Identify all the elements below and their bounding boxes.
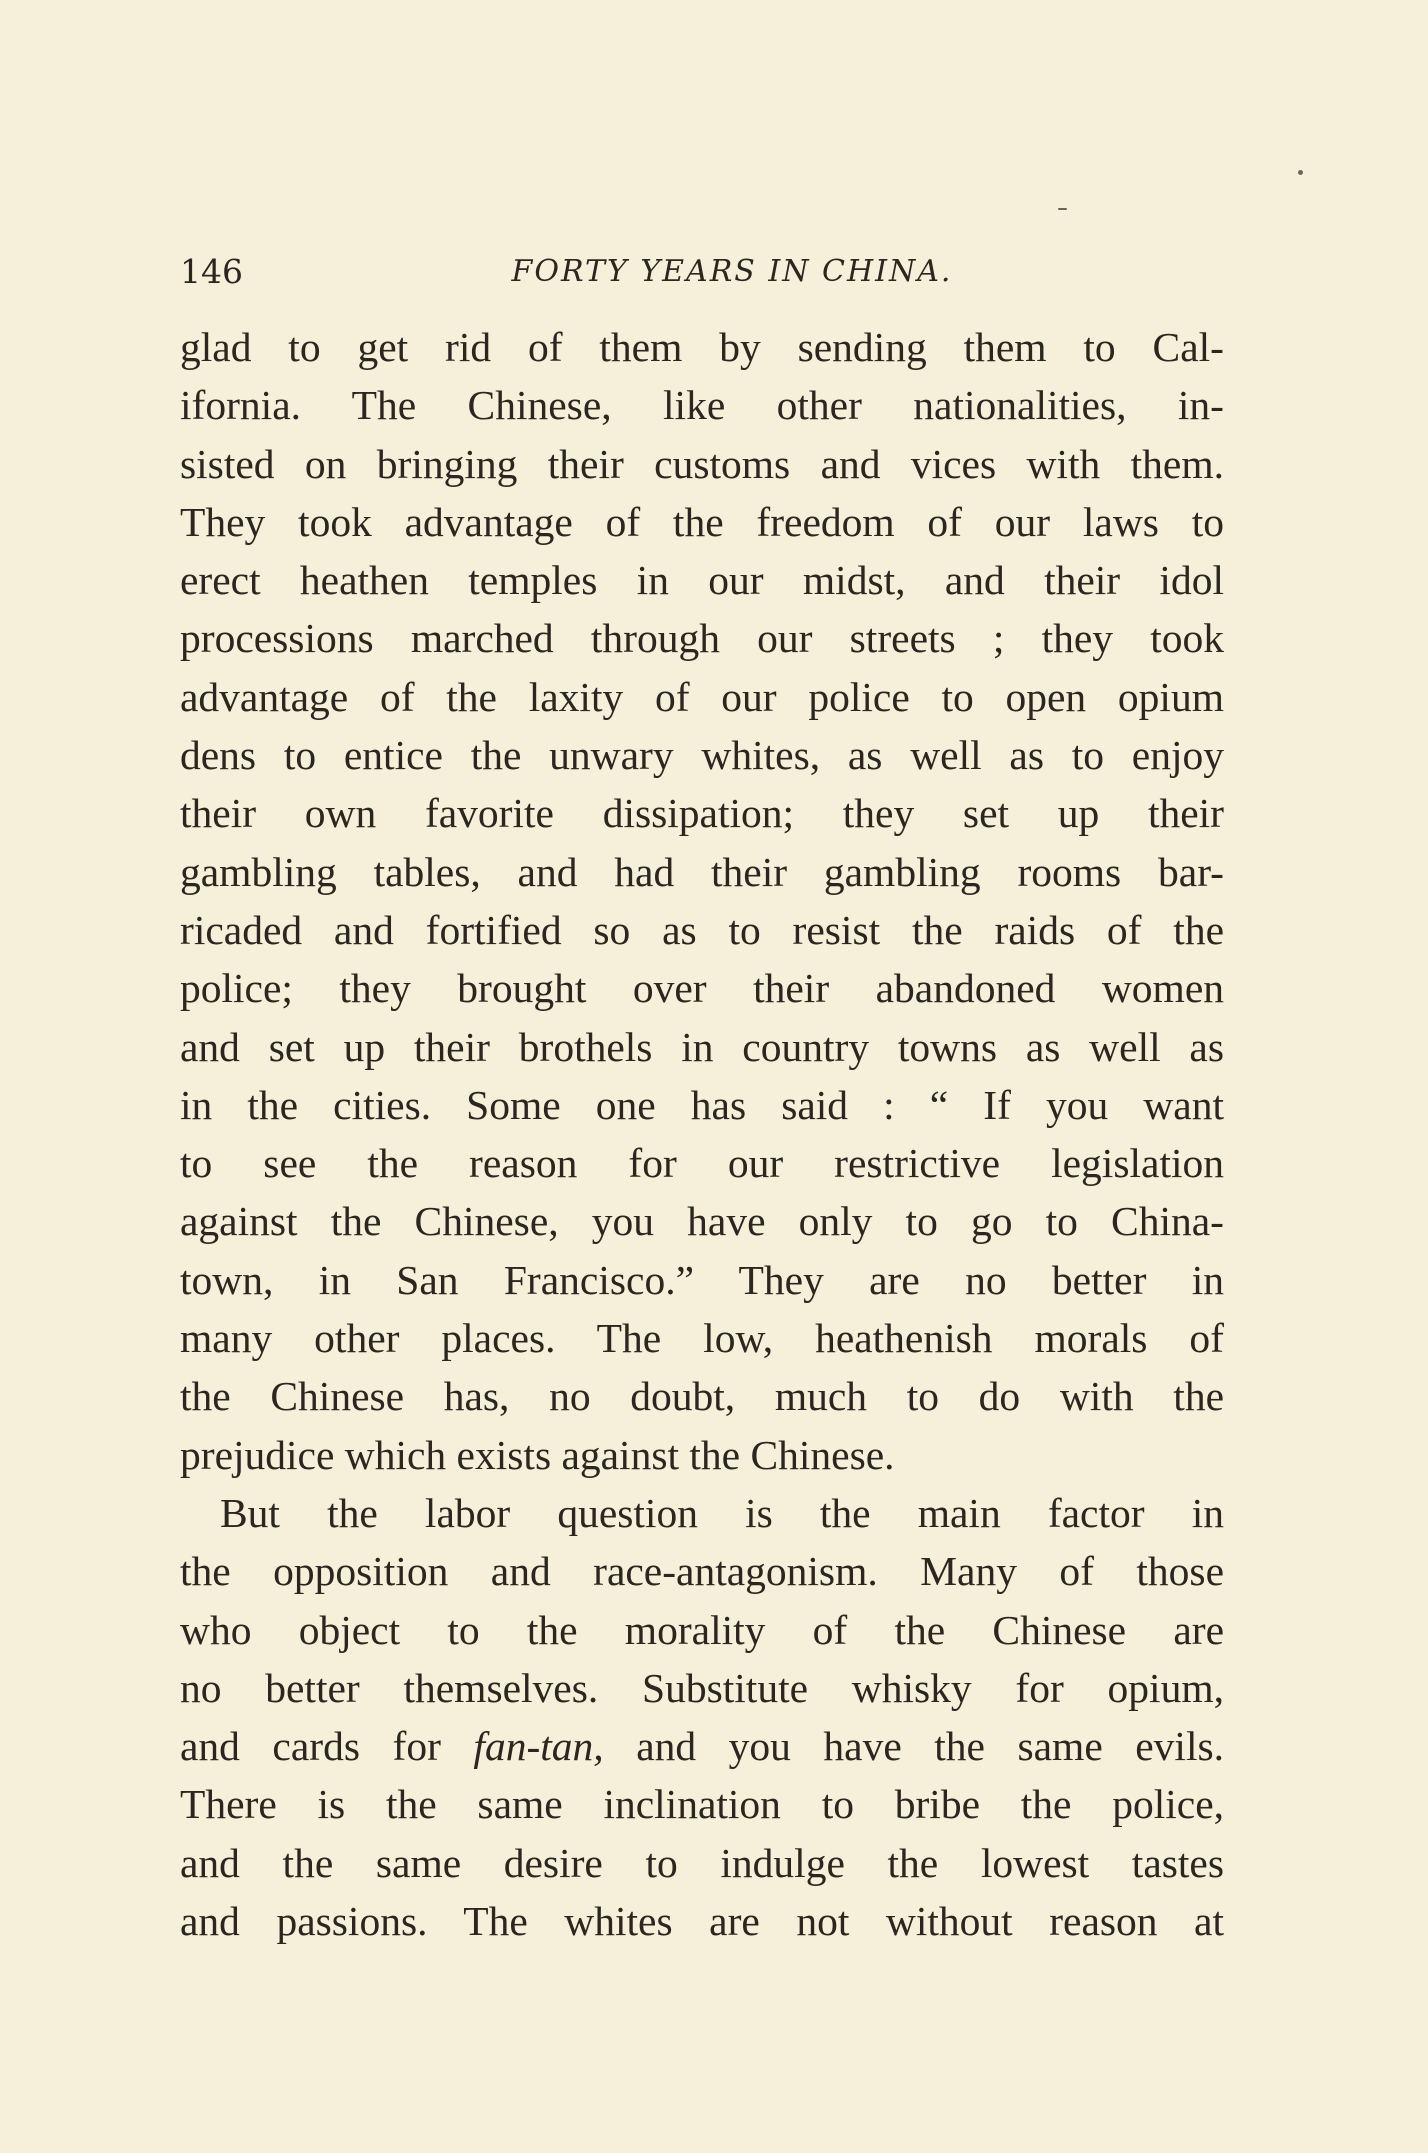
text-fragment: and cards for: [180, 1723, 474, 1770]
text-line: against the Chinese, you have only to go to China-: [180, 1198, 1224, 1245]
italic-term: fan-tan,: [473, 1723, 604, 1770]
text-line: advantage of the laxity of our police to open opium: [180, 673, 1224, 720]
text-line: town, in San Francisco.” They are no better in: [180, 1256, 1224, 1303]
body-text: [180, 318, 1224, 1950]
text-line: sisted on bringing their customs and vices with them.: [180, 440, 1224, 487]
text-line-with-italic: [180, 1717, 1224, 1775]
text-line: ifornia. The Chinese, like other nationalities, in-: [180, 382, 1224, 429]
page-number: 146: [180, 252, 243, 291]
text-line: glad to get rid of them by sending them to Cal-: [180, 324, 1224, 370]
paragraph-start-line: But the labor question is the main factor in: [220, 1489, 1224, 1536]
text-line: the opposition and race-antagonism. Many of those: [180, 1548, 1224, 1595]
text-line: no better themselves. Substitute whisky for opium,: [180, 1664, 1224, 1711]
text-line: dens to entice the unwary whites, as well as to enjoy: [180, 732, 1224, 779]
text-line: ricaded and fortified so as to resist the raids of the: [180, 906, 1224, 953]
text-line: who object to the morality of the Chinese are: [180, 1606, 1224, 1653]
paragraph-end-line: prejudice which exists against the Chinese.: [180, 1431, 895, 1478]
text-line: erect heathen temples in our midst, and their idol: [180, 557, 1224, 604]
running-head: [180, 244, 1224, 300]
print-speck: [1058, 208, 1067, 210]
text-line: gambling tables, and had their gambling rooms bar-: [180, 848, 1224, 895]
running-title: FORTY YEARS IN CHINA.: [511, 254, 953, 289]
text-line: processions marched through our streets ; they took: [180, 615, 1224, 662]
text-line: many other places. The low, heathenish morals of: [180, 1315, 1224, 1362]
text-line: in the cities. Some one has said : “ If you want: [180, 1081, 1224, 1128]
print-speck: [1298, 170, 1303, 175]
text-line: and the same desire to indulge the lowest tastes: [180, 1839, 1224, 1886]
text-line: and set up their brothels in country towns as well as: [180, 1023, 1224, 1070]
text-line: the Chinese has, no doubt, much to do with the: [180, 1373, 1224, 1420]
text-line: police; they brought over their abandoned women: [180, 965, 1224, 1012]
text-line: There is the same inclination to bribe the police,: [180, 1781, 1224, 1828]
text-line: and passions. The whites are not without reason at: [180, 1898, 1224, 1945]
text-line: They took advantage of the freedom of our laws to: [180, 498, 1224, 545]
text-line: to see the reason for our restrictive legislation: [180, 1140, 1224, 1187]
text-line: their own favorite dissipation; they set up their: [180, 790, 1224, 837]
text-fragment: and you have the same evils.: [603, 1723, 1225, 1770]
